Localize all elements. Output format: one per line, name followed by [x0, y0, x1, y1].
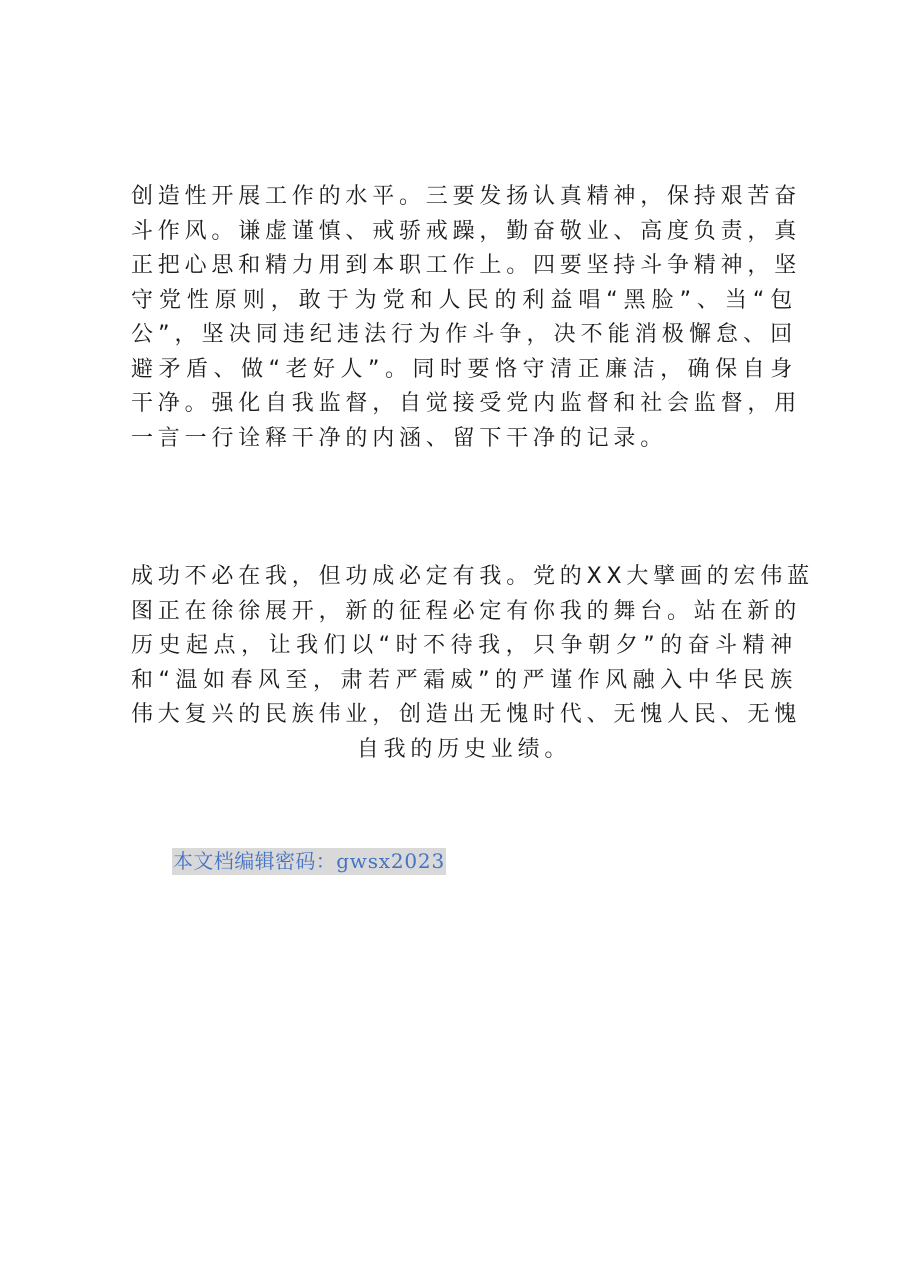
- edit-password-value: gwsx2023: [336, 849, 445, 873]
- paragraph-line: 干净。强化自我监督，自觉接受党内监督和社会监督，用: [131, 391, 802, 416]
- edit-password-note: [172, 848, 446, 875]
- paragraph-line: 成功不必在我，但功成必定有我。党的XX大擘画的宏伟蓝: [131, 564, 814, 589]
- paragraph-line: 伟大复兴的民族伟业，创造出无愧时代、无愧人民、无愧: [131, 702, 802, 727]
- paragraph-line: 历史起点，让我们以“时不待我，只争朝夕”的奋斗精神: [131, 633, 797, 658]
- paragraph-line: 正把心思和精力用到本职工作上。四要坚持斗争精神，坚: [131, 253, 802, 278]
- paragraph-line: 斗作风。谦虚谨慎、戒骄戒躁，勤奋敬业、高度负责，真: [131, 218, 802, 244]
- paragraph-two: [131, 560, 814, 767]
- paragraph-line: 公”，坚决同违纪违法行为作斗争，决不能消极懈怠、回: [131, 322, 797, 347]
- paragraph-line: 守党性原则，敢于为党和人民的利益唱“黑脸”、当“包: [131, 287, 797, 313]
- paragraph-last-line: 自我的历史业绩。: [356, 736, 572, 762]
- paragraph-line: 一言一行诠释干净的内涵、留下干净的记录。: [131, 425, 668, 451]
- paragraph-line: 图正在徐徐展开，新的征程必定有你我的舞台。站在新的: [131, 598, 802, 624]
- edit-password-label: 本文档编辑密码：: [173, 849, 337, 873]
- paragraph-one: [131, 180, 802, 456]
- paragraph-line: 避矛盾、做“老好人”。同时要恪守清正廉洁，确保自身: [131, 356, 797, 382]
- paragraph-line: 和“温如春风至，肃若严霜威”的严谨作风融入中华民族: [131, 667, 797, 693]
- paragraph-line: 创造性开展工作的水平。三要发扬认真精神，保持艰苦奋: [131, 184, 802, 209]
